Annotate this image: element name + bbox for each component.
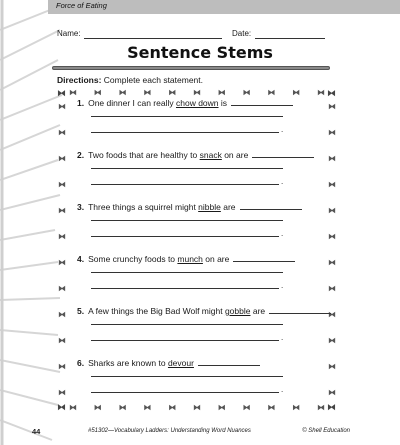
wrapped-candy-icon: ⧓ bbox=[58, 362, 66, 371]
page-footer bbox=[0, 427, 400, 445]
wrapped-candy-icon: ⧓ bbox=[143, 403, 152, 412]
wrapped-candy-icon: ⧓ bbox=[168, 88, 177, 97]
date-field[interactable] bbox=[255, 38, 325, 39]
question-stem-end: is bbox=[218, 98, 228, 108]
sentence-period: . bbox=[281, 281, 284, 290]
page-number: 44 bbox=[32, 427, 41, 436]
vocabulary-term: snack bbox=[199, 150, 222, 160]
question-text bbox=[77, 202, 317, 212]
wrapped-candy-icon: ⧓ bbox=[328, 128, 336, 137]
question-item bbox=[77, 150, 317, 186]
wrapped-candy-icon: ⧓ bbox=[328, 206, 336, 215]
sentence-period: . bbox=[281, 385, 284, 394]
question-number: 4. bbox=[77, 254, 85, 264]
wrapped-candy-icon: ⧓ bbox=[118, 403, 127, 412]
product-credit: #51302—Vocabulary Ladders: Understanding Word Nuances bbox=[88, 428, 251, 434]
answer-blank[interactable] bbox=[231, 98, 293, 106]
sentence-period: . bbox=[281, 229, 284, 238]
publisher-credit: © Shell Education bbox=[302, 428, 350, 434]
page-title: Sentence Stems bbox=[127, 43, 273, 62]
wrapped-candy-icon: ⧓ bbox=[328, 336, 336, 345]
question-stem: Some crunchy foods to bbox=[88, 254, 178, 264]
wrapped-candy-icon: ⧓ bbox=[69, 88, 77, 97]
wrapped-candy-icon: ⧓ bbox=[58, 336, 66, 345]
directions-label: Directions: bbox=[57, 75, 102, 85]
answer-line[interactable] bbox=[91, 236, 279, 237]
worksheet-frame bbox=[57, 88, 337, 413]
name-field[interactable] bbox=[84, 38, 222, 39]
vocabulary-term: gobble bbox=[224, 306, 251, 316]
wrapped-candy-icon: ⧓ bbox=[267, 88, 276, 97]
wrapped-candy-icon: ⧓ bbox=[327, 88, 336, 98]
candy-border-right bbox=[327, 102, 337, 398]
vocabulary-term: chow down bbox=[175, 98, 219, 108]
wrapped-candy-icon: ⧓ bbox=[57, 402, 66, 412]
wrapped-candy-icon: ⧓ bbox=[328, 102, 336, 111]
sentence-period: . bbox=[281, 125, 284, 134]
header-strip-label: Force of Eating bbox=[56, 1, 107, 10]
wrapped-candy-icon: ⧓ bbox=[143, 88, 152, 97]
question-item bbox=[77, 254, 317, 290]
wrapped-candy-icon: ⧓ bbox=[328, 180, 336, 189]
wrapped-candy-icon: ⧓ bbox=[58, 128, 66, 137]
question-number: 6. bbox=[77, 358, 85, 368]
wrapped-candy-icon: ⧓ bbox=[93, 88, 102, 97]
wrapped-candy-icon: ⧓ bbox=[93, 403, 102, 412]
answer-line[interactable] bbox=[91, 184, 279, 185]
vocabulary-term: munch bbox=[177, 254, 203, 264]
wrapped-candy-icon: ⧓ bbox=[58, 102, 66, 111]
question-text bbox=[77, 358, 317, 368]
question-item bbox=[77, 98, 317, 134]
wrapped-candy-icon: ⧓ bbox=[292, 403, 301, 412]
question-stem: One dinner I can really bbox=[88, 98, 176, 108]
question-stem-end: are bbox=[250, 306, 266, 316]
wrapped-candy-icon: ⧓ bbox=[58, 154, 66, 163]
wrapped-candy-icon: ⧓ bbox=[292, 88, 301, 97]
answer-blank[interactable] bbox=[269, 306, 331, 314]
answer-blank[interactable] bbox=[252, 150, 314, 158]
question-text bbox=[77, 98, 317, 108]
wrapped-candy-icon: ⧓ bbox=[58, 206, 66, 215]
question-number: 2. bbox=[77, 150, 85, 160]
wrapped-candy-icon: ⧓ bbox=[242, 88, 251, 97]
directions-text: Complete each statement. bbox=[103, 75, 204, 85]
header-strip bbox=[48, 0, 400, 14]
answer-line[interactable] bbox=[91, 288, 279, 289]
wrapped-candy-icon: ⧓ bbox=[328, 258, 336, 267]
question-stem-end: are bbox=[220, 202, 236, 212]
wrapped-candy-icon: ⧓ bbox=[316, 403, 325, 412]
answer-blank[interactable] bbox=[240, 202, 302, 210]
wrapped-candy-icon: ⧓ bbox=[328, 362, 336, 371]
wrapped-candy-icon: ⧓ bbox=[168, 403, 177, 412]
wrapped-candy-icon: ⧓ bbox=[58, 310, 66, 319]
question-number: 3. bbox=[77, 202, 85, 212]
wrapped-candy-icon: ⧓ bbox=[192, 403, 201, 412]
sentence-period: . bbox=[281, 177, 284, 186]
answer-line[interactable] bbox=[91, 324, 283, 325]
question-number: 5. bbox=[77, 306, 85, 316]
vocabulary-term: nibble bbox=[198, 202, 221, 212]
answer-line[interactable] bbox=[91, 392, 279, 393]
wrapped-candy-icon: ⧓ bbox=[327, 402, 336, 412]
sentence-period: . bbox=[281, 333, 284, 342]
title-divider bbox=[52, 66, 330, 70]
wrapped-candy-icon: ⧓ bbox=[118, 88, 127, 97]
question-stem: A few things the Big Bad Wolf might bbox=[88, 306, 225, 316]
wrapped-candy-icon: ⧓ bbox=[217, 88, 226, 97]
answer-blank[interactable] bbox=[198, 358, 260, 366]
name-date-row bbox=[57, 29, 325, 41]
question-number: 1. bbox=[77, 98, 85, 108]
wrapped-candy-icon: ⧓ bbox=[58, 284, 66, 293]
question-stem-end: on are bbox=[202, 254, 230, 264]
wrapped-candy-icon: ⧓ bbox=[328, 388, 336, 397]
question-stem: Sharks are known to bbox=[88, 358, 168, 368]
wrapped-candy-icon: ⧓ bbox=[328, 284, 336, 293]
answer-line[interactable] bbox=[91, 116, 283, 117]
wrapped-candy-icon: ⧓ bbox=[242, 403, 251, 412]
question-text bbox=[77, 254, 317, 264]
wrapped-candy-icon: ⧓ bbox=[328, 232, 336, 241]
question-text bbox=[77, 306, 317, 316]
directions bbox=[57, 75, 203, 85]
date-label: Date: bbox=[232, 29, 252, 38]
vocabulary-term: devour bbox=[167, 358, 194, 368]
candy-border-top bbox=[69, 88, 325, 98]
wrapped-candy-icon: ⧓ bbox=[328, 310, 336, 319]
wrapped-candy-icon: ⧓ bbox=[316, 88, 325, 97]
question-item bbox=[77, 358, 317, 394]
answer-line[interactable] bbox=[91, 272, 283, 273]
wrapped-candy-icon: ⧓ bbox=[192, 88, 201, 97]
wrapped-candy-icon: ⧓ bbox=[328, 154, 336, 163]
question-item bbox=[77, 202, 317, 238]
answer-line[interactable] bbox=[91, 168, 283, 169]
answer-line[interactable] bbox=[91, 340, 279, 341]
wrapped-candy-icon: ⧓ bbox=[57, 88, 66, 98]
answer-line[interactable] bbox=[91, 220, 283, 221]
answer-line[interactable] bbox=[91, 132, 279, 133]
wrapped-candy-icon: ⧓ bbox=[58, 180, 66, 189]
wrapped-candy-icon: ⧓ bbox=[58, 258, 66, 267]
wrapped-candy-icon: ⧓ bbox=[69, 403, 77, 412]
wrapped-candy-icon: ⧓ bbox=[58, 388, 66, 397]
wrapped-candy-icon: ⧓ bbox=[217, 403, 226, 412]
answer-line[interactable] bbox=[91, 376, 283, 377]
question-stem: Two foods that are healthy to bbox=[88, 150, 200, 160]
answer-blank[interactable] bbox=[233, 254, 295, 262]
question-text bbox=[77, 150, 317, 160]
question-item bbox=[77, 306, 317, 342]
question-stem: Three things a squirrel might bbox=[88, 202, 199, 212]
wrapped-candy-icon: ⧓ bbox=[58, 232, 66, 241]
wrapped-candy-icon: ⧓ bbox=[267, 403, 276, 412]
question-stem-end: on are bbox=[221, 150, 249, 160]
candy-border-bottom bbox=[69, 403, 325, 413]
candy-border-left bbox=[57, 102, 67, 398]
name-label: Name: bbox=[57, 29, 81, 38]
